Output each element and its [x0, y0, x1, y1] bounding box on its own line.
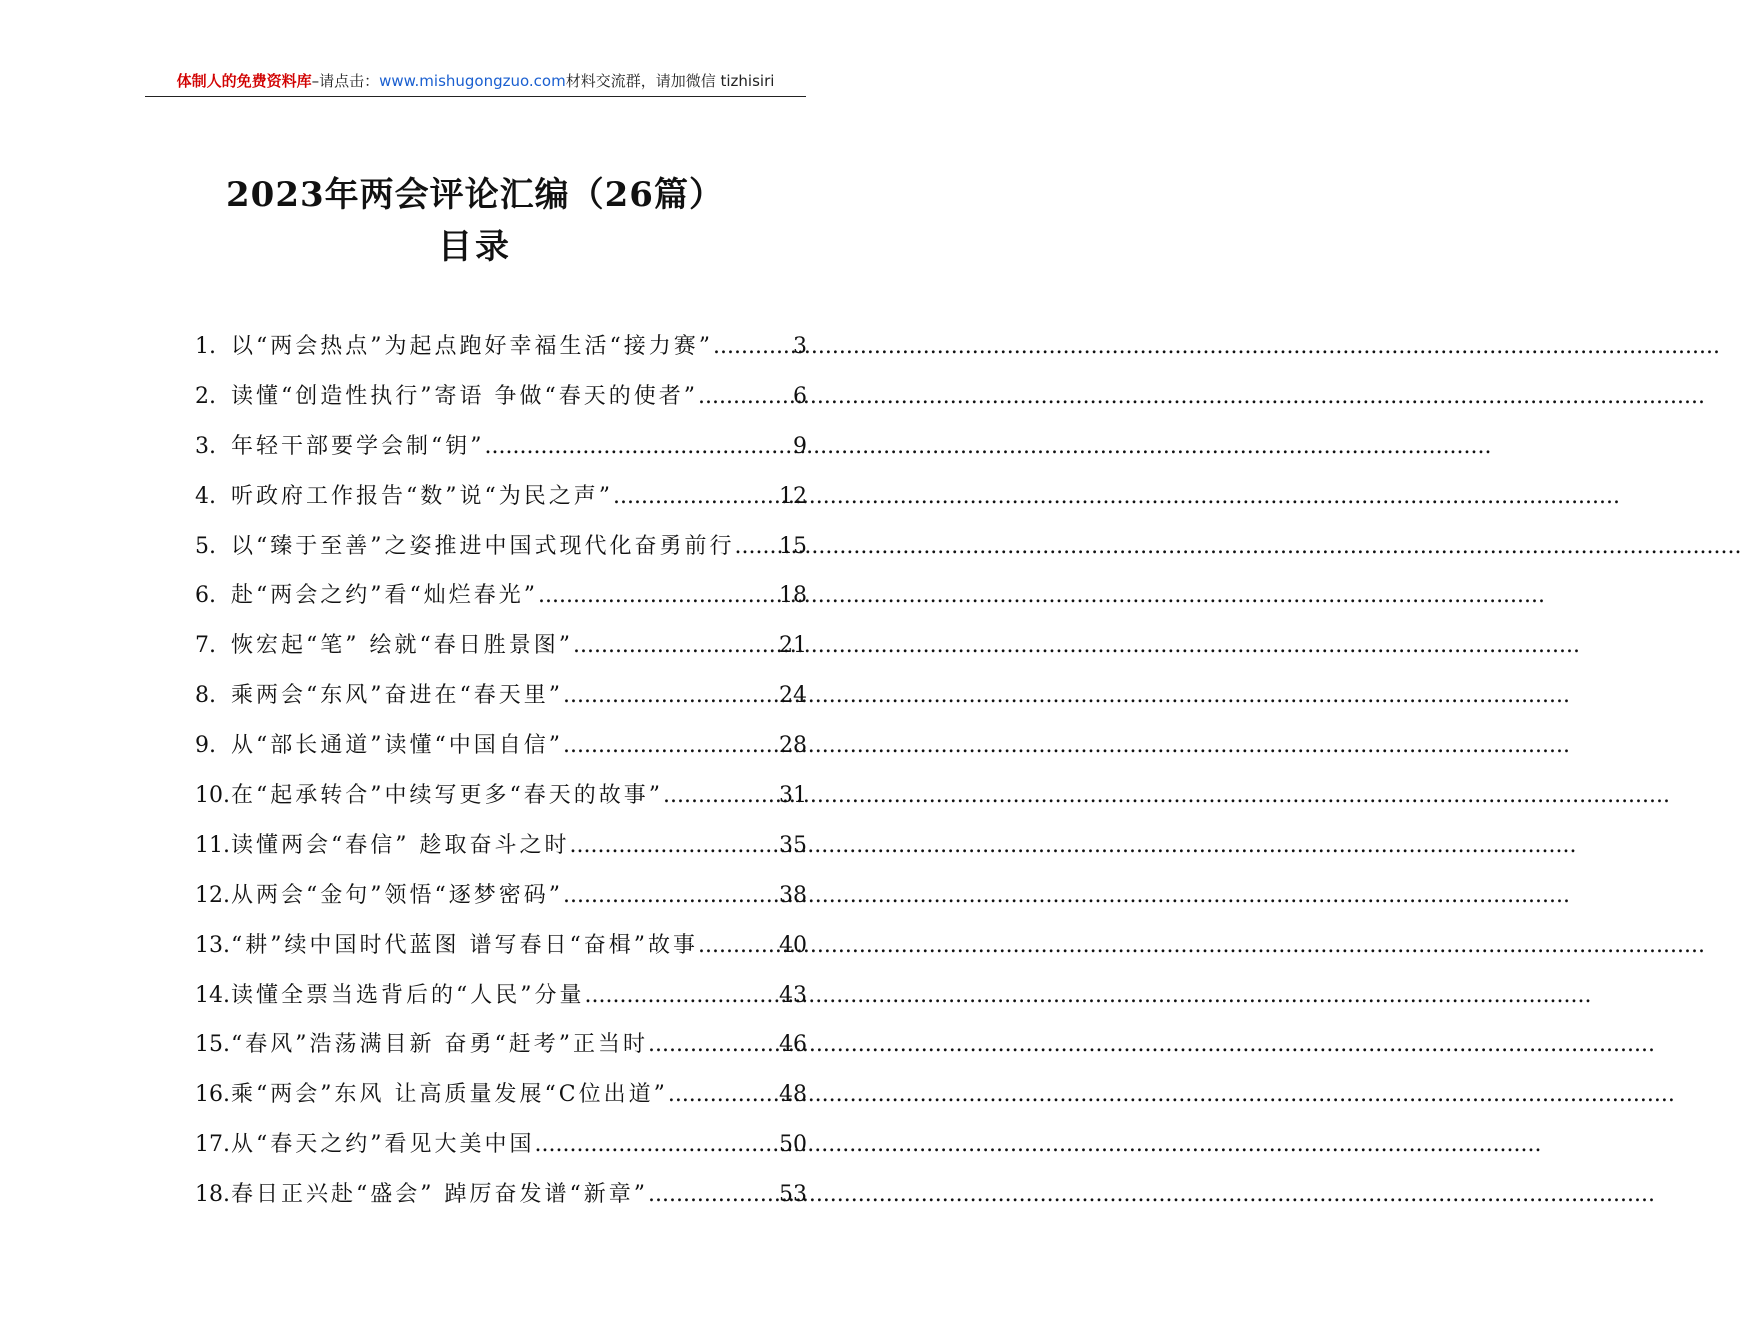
toc-entry-number: 14. [195, 982, 230, 1008]
toc-entry[interactable] [195, 1020, 807, 1070]
toc-entry-title: “耕”续中国时代蓝图 谱写春日“奋楫”故事 [231, 932, 698, 958]
toc-entry-number: 6. [195, 583, 216, 609]
toc-entry[interactable] [195, 621, 807, 671]
toc-entry-leader [570, 821, 780, 871]
toc-entry-page: 3 [793, 334, 807, 359]
toc-entry-title: 年轻干部要学会制“钥” [231, 433, 485, 459]
header-note: 材料交流群，请加微信 tizhisiri [565, 72, 775, 90]
toc-entry-title: 从两会“金句”领悟“逐梦密码” [231, 882, 563, 908]
toc-entry-title: 以“两会热点”为起点跑好幸福生活“接力赛” [231, 334, 713, 359]
toc-entry-leader [485, 422, 794, 472]
toc-entry-leader [698, 372, 793, 422]
toc-entry-number: 2. [195, 383, 216, 409]
toc-entry-page: 48 [779, 1082, 807, 1108]
toc-entry-page: 53 [779, 1182, 807, 1208]
toc-entry[interactable] [195, 571, 807, 621]
toc-entry-page: 15 [779, 533, 807, 559]
toc-entry-title: 赴“两会之约”看“灿烂春光” [231, 583, 538, 609]
toc-entry-leader [648, 1020, 779, 1070]
toc-entry-title: 春日正兴赴“盛会” 踔厉奋发谱“新章” [231, 1182, 648, 1208]
toc-entry-title: 读懂全票当选背后的“人民”分量 [231, 982, 585, 1008]
toc-entry[interactable] [195, 871, 807, 921]
toc-entry-page: 43 [779, 982, 807, 1008]
toc-entry-leader [663, 771, 779, 821]
toc-entry-title: 从“春天之约”看见大美中国 [231, 1132, 535, 1158]
toc-entry-page: 31 [779, 783, 807, 809]
toc-entry-leader [563, 721, 779, 771]
toc-entry-leader [538, 571, 779, 621]
toc-entry-title: 读懂两会“春信” 趁取奋斗之时 [231, 832, 570, 858]
header-prompt: –请点击： [311, 72, 380, 90]
toc-entry-page: 24 [779, 683, 807, 709]
toc-entry-title: 从“部长通道”读懂“中国自信” [231, 733, 563, 759]
toc-entry-page: 40 [779, 932, 807, 958]
toc-entry-number: 10. [195, 783, 230, 809]
toc-entry-leader [713, 322, 793, 372]
toc-entry-number: 7. [195, 633, 216, 659]
toc-entry[interactable] [195, 372, 807, 422]
toc-entry[interactable] [195, 472, 807, 522]
toc-entry-page: 35 [779, 832, 807, 858]
toc-entry[interactable] [195, 971, 807, 1021]
toc-entry-number: 16. [195, 1082, 230, 1108]
toc-entry-leader [613, 472, 779, 522]
toc-entry-leader [535, 1120, 780, 1170]
toc-entry-page: 18 [779, 583, 807, 609]
toc-entry-leader [563, 871, 779, 921]
toc-entry[interactable] [195, 1120, 807, 1170]
toc-entry-number: 9. [195, 733, 216, 759]
toc-entry[interactable] [195, 422, 807, 472]
toc-entry-number: 1. [195, 334, 216, 359]
site-name: 体制人的免费资料库 [176, 72, 312, 90]
toc-entry-page: 46 [779, 1032, 807, 1058]
toc-entry-title: 恢宏起“笔” 绘就“春日胜景图” [231, 633, 573, 659]
table-of-contents [195, 322, 807, 1220]
toc-entry-page: 9 [793, 433, 807, 459]
toc-entry-number: 4. [195, 483, 216, 509]
toc-entry-title: 在“起承转合”中续写更多“春天的故事” [231, 783, 663, 809]
toc-entry[interactable] [195, 921, 807, 971]
toc-entry-leader [563, 671, 779, 721]
toc-entry-page: 28 [779, 733, 807, 759]
toc-entry-title: “春风”浩荡满目新 奋勇“赶考”正当时 [231, 1032, 648, 1058]
toc-entry-number: 12. [195, 882, 230, 908]
toc-entry-number: 17. [195, 1132, 230, 1158]
toc-entry-number: 18. [195, 1182, 230, 1208]
toc-entry-page: 38 [779, 882, 807, 908]
toc-entry-number: 13. [195, 932, 230, 958]
toc-entry[interactable] [195, 322, 807, 372]
toc-entry-page: 12 [779, 483, 807, 509]
site-url-link[interactable]: www.mishugongzuo.com [379, 72, 566, 90]
toc-entry[interactable] [195, 522, 807, 572]
toc-entry-leader [735, 522, 780, 572]
toc-entry-number: 5. [195, 533, 216, 559]
toc-entry-number: 8. [195, 683, 216, 709]
toc-entry-number: 3. [195, 433, 216, 459]
toc-entry-page: 21 [779, 633, 807, 659]
toc-entry-leader [668, 1070, 779, 1120]
toc-entry-title: 乘“两会”东风 让高质量发展“C位出道” [231, 1082, 668, 1108]
toc-entry-leader [648, 1170, 779, 1220]
page-header [145, 66, 806, 96]
document-subtitle: 目录 [438, 227, 512, 267]
toc-entry-leader [585, 971, 780, 1021]
toc-entry[interactable] [195, 821, 807, 871]
toc-entry-title: 听政府工作报告“数”说“为民之声” [231, 483, 613, 509]
toc-entry-page: 6 [793, 383, 807, 409]
toc-entry[interactable] [195, 671, 807, 721]
header-divider [145, 96, 806, 97]
toc-entry-number: 11. [195, 832, 230, 858]
document-title: 2023年两会评论汇编（26篇） [226, 175, 724, 215]
toc-entry-number: 15. [195, 1032, 230, 1058]
toc-entry-page: 50 [779, 1132, 807, 1158]
toc-entry-title: 乘两会“东风”奋进在“春天里” [231, 683, 563, 709]
toc-entry-leader [698, 921, 779, 971]
toc-entry[interactable] [195, 771, 807, 821]
toc-entry-leader [573, 621, 779, 671]
toc-entry-title: 读懂“创造性执行”寄语 争做“春天的使者” [231, 383, 698, 409]
toc-entry-title: 以“臻于至善”之姿推进中国式现代化奋勇前行 [231, 533, 735, 559]
toc-entry[interactable] [195, 1170, 807, 1220]
toc-entry[interactable] [195, 1070, 807, 1120]
toc-entry[interactable] [195, 721, 807, 771]
